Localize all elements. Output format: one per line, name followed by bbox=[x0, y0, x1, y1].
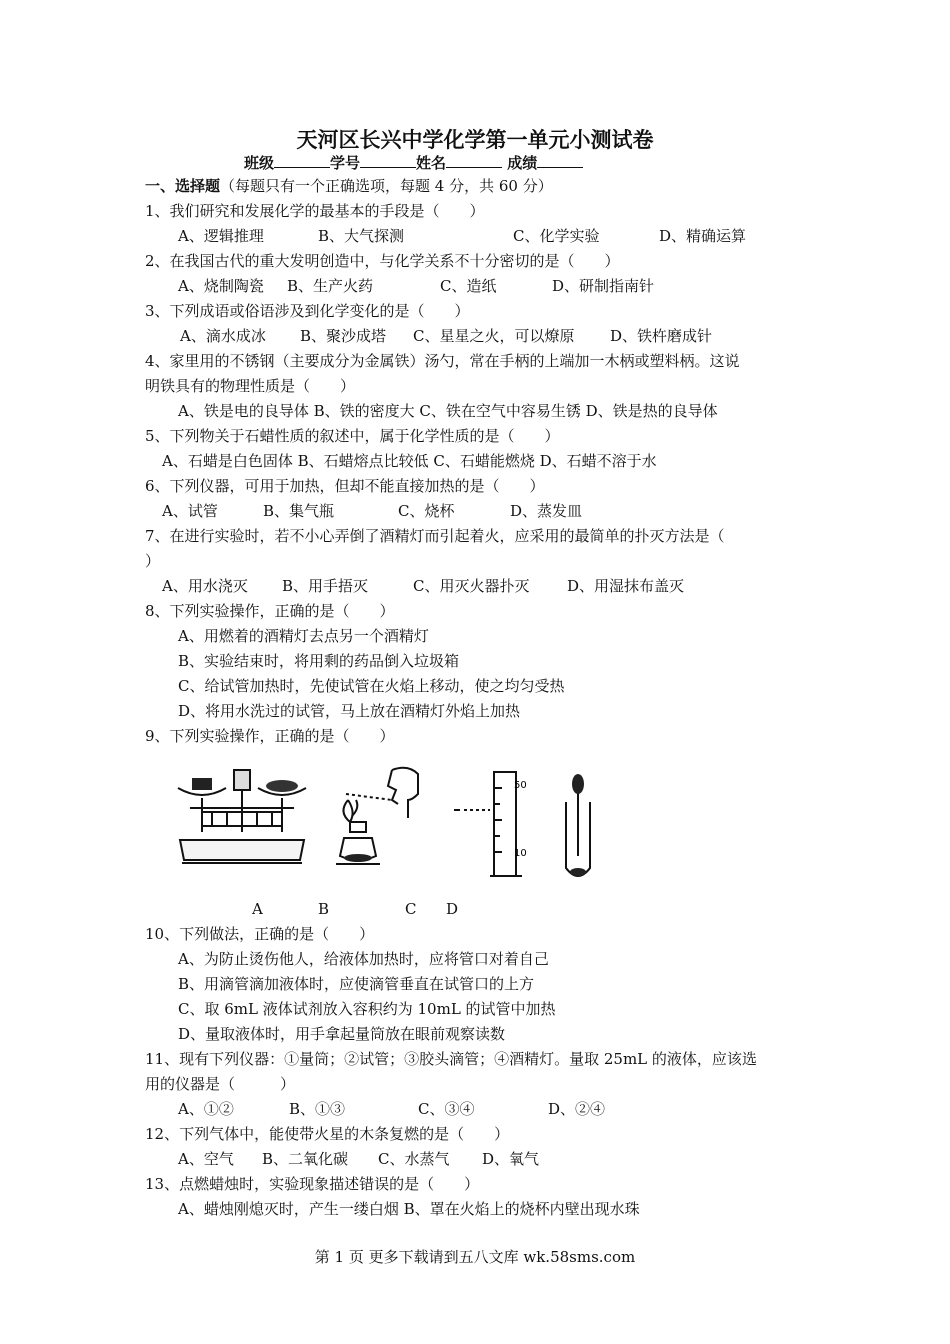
figure-label-d: D bbox=[446, 900, 459, 918]
option: C、星星之火，可以燎原 bbox=[413, 327, 575, 345]
option: C、取 6mL 液体试剂放入容积约为 10mL 的试管中加热 bbox=[178, 1000, 556, 1018]
figure-label-b: B bbox=[318, 900, 330, 918]
page-footer: 第 1 页 更多下载请到五八文库 wk.58sms.com bbox=[314, 1248, 636, 1266]
id-blank[interactable] bbox=[360, 152, 416, 168]
option: C、烧杯 bbox=[398, 502, 455, 520]
option: D、研制指南针 bbox=[552, 277, 655, 295]
class-blank[interactable] bbox=[274, 152, 330, 168]
score-label: 成绩 bbox=[507, 154, 538, 172]
option: D、铁杵磨成针 bbox=[610, 327, 713, 345]
option: C、用灭火器扑灭 bbox=[413, 577, 530, 595]
question-stem: 6、下列仪器，可用于加热，但却不能直接加热的是（ ） bbox=[145, 477, 545, 495]
option: B、用手捂灭 bbox=[282, 577, 369, 595]
option: A、烧制陶瓷 bbox=[178, 277, 264, 295]
question-stem-cont: 用的仪器是（ ） bbox=[145, 1075, 296, 1093]
cylinder-tick-label: 50 bbox=[514, 780, 527, 791]
score-blank[interactable] bbox=[537, 152, 583, 168]
option-row: A、蜡烛刚熄灭时，产生一缕白烟 B、罩在火焰上的烧杯内壁出现水珠 bbox=[178, 1200, 640, 1218]
option: B、用滴管滴加液体时，应使滴管垂直在试管口的上方 bbox=[178, 975, 535, 993]
section-title: 一、选择题 bbox=[145, 177, 221, 195]
option: C、造纸 bbox=[440, 277, 497, 295]
graduated-cylinder-figure bbox=[446, 760, 536, 885]
option: D、用湿抹布盖灭 bbox=[567, 577, 685, 595]
question-stem: 4、家里用的不锈钢（主要成分为金属铁）汤勺，常在手柄的上端加一木柄或塑料柄。这说 bbox=[145, 352, 740, 370]
option: A、试管 bbox=[162, 502, 218, 520]
cylinder-tick-label: 10 bbox=[514, 848, 527, 859]
figure-label-c: C bbox=[405, 900, 417, 918]
option: D、精确运算 bbox=[659, 227, 747, 245]
option: C、水蒸气 bbox=[378, 1150, 450, 1168]
option: A、逻辑推理 bbox=[178, 227, 264, 245]
option: D、量取液体时，用手拿起量筒放在眼前观察读数 bbox=[178, 1025, 506, 1043]
question-stem: 5、下列物关于石蜡性质的叙述中，属于化学性质的是（ ） bbox=[145, 427, 560, 445]
option: C、③④ bbox=[418, 1100, 475, 1118]
section-note: （每题只有一个正确选项，每题 4 分，共 60 分） bbox=[220, 177, 553, 195]
option: D、将用水洗过的试管，马上放在酒精灯外焰上加热 bbox=[178, 702, 521, 720]
question-stem-cont: 明铁具有的物理性质是（ ） bbox=[145, 377, 356, 395]
option-row: A、石蜡是白色固体 B、石蜡熔点比较低 C、石蜡能燃烧 D、石蜡不溶于水 bbox=[162, 452, 657, 470]
question-stem-cont: ） bbox=[145, 552, 161, 570]
option: C、给试管加热时，先使试管在火焰上移动，使之均匀受热 bbox=[178, 677, 565, 695]
dropper-test-tube-figure bbox=[558, 760, 598, 885]
option: A、用水浇灭 bbox=[162, 577, 248, 595]
question-stem: 9、下列实验操作，正确的是（ ） bbox=[145, 727, 395, 745]
question-stem: 13、点燃蜡烛时，实验现象描述错误的是（ ） bbox=[145, 1175, 480, 1193]
option: B、大气探测 bbox=[318, 227, 405, 245]
student-info-line bbox=[244, 152, 583, 173]
question-stem: 8、下列实验操作，正确的是（ ） bbox=[145, 602, 395, 620]
option: B、二氧化碳 bbox=[262, 1150, 349, 1168]
question-stem: 10、下列做法，正确的是（ ） bbox=[145, 925, 375, 943]
figure-label-a: A bbox=[252, 900, 263, 918]
alcohol-lamp-figure bbox=[326, 760, 426, 885]
option-row: A、铁是电的良导体 B、铁的密度大 C、铁在空气中容易生锈 D、铁是热的良导体 bbox=[178, 402, 718, 420]
class-label: 班级 bbox=[244, 154, 275, 172]
option: B、生产火药 bbox=[287, 277, 374, 295]
balance-scale-figure bbox=[172, 760, 312, 870]
question-stem: 1、我们研究和发展化学的最基本的手段是（ ） bbox=[145, 202, 485, 220]
option: A、用燃着的酒精灯去点另一个酒精灯 bbox=[178, 627, 429, 645]
option: D、蒸发皿 bbox=[510, 502, 583, 520]
page-title: 天河区长兴中学化学第一单元小测试卷 bbox=[296, 128, 654, 152]
option: B、聚沙成塔 bbox=[300, 327, 387, 345]
question-stem: 11、现有下列仪器：①量筒；②试管；③胶头滴管；④酒精灯。量取 25mL 的液体，应该选 bbox=[145, 1050, 757, 1068]
question-stem: 12、下列气体中，能使带火星的木条复燃的是（ ） bbox=[145, 1125, 510, 1143]
option: D、氧气 bbox=[482, 1150, 540, 1168]
name-label: 姓名 bbox=[416, 154, 447, 172]
option: A、滴水成冰 bbox=[180, 327, 266, 345]
option: D、②④ bbox=[548, 1100, 606, 1118]
option: B、①③ bbox=[289, 1100, 346, 1118]
option: A、空气 bbox=[178, 1150, 234, 1168]
id-label: 学号 bbox=[330, 154, 361, 172]
question-stem: 2、在我国古代的重大发明创造中，与化学关系不十分密切的是（ ） bbox=[145, 252, 620, 270]
question-stem: 7、在进行实验时，若不小心弄倒了酒精灯而引起着火，应采用的最简单的扑灭方法是（ bbox=[145, 527, 725, 545]
option: B、实验结束时，将用剩的药品倒入垃圾箱 bbox=[178, 652, 460, 670]
section-heading bbox=[145, 176, 553, 196]
name-blank[interactable] bbox=[446, 152, 502, 168]
option: B、集气瓶 bbox=[263, 502, 335, 520]
option: A、为防止烫伤他人，给液体加热时，应将管口对着自己 bbox=[178, 950, 549, 968]
option: A、①② bbox=[178, 1100, 234, 1118]
question-stem: 3、下列成语或俗语涉及到化学变化的是（ ） bbox=[145, 302, 470, 320]
option: C、化学实验 bbox=[513, 227, 600, 245]
